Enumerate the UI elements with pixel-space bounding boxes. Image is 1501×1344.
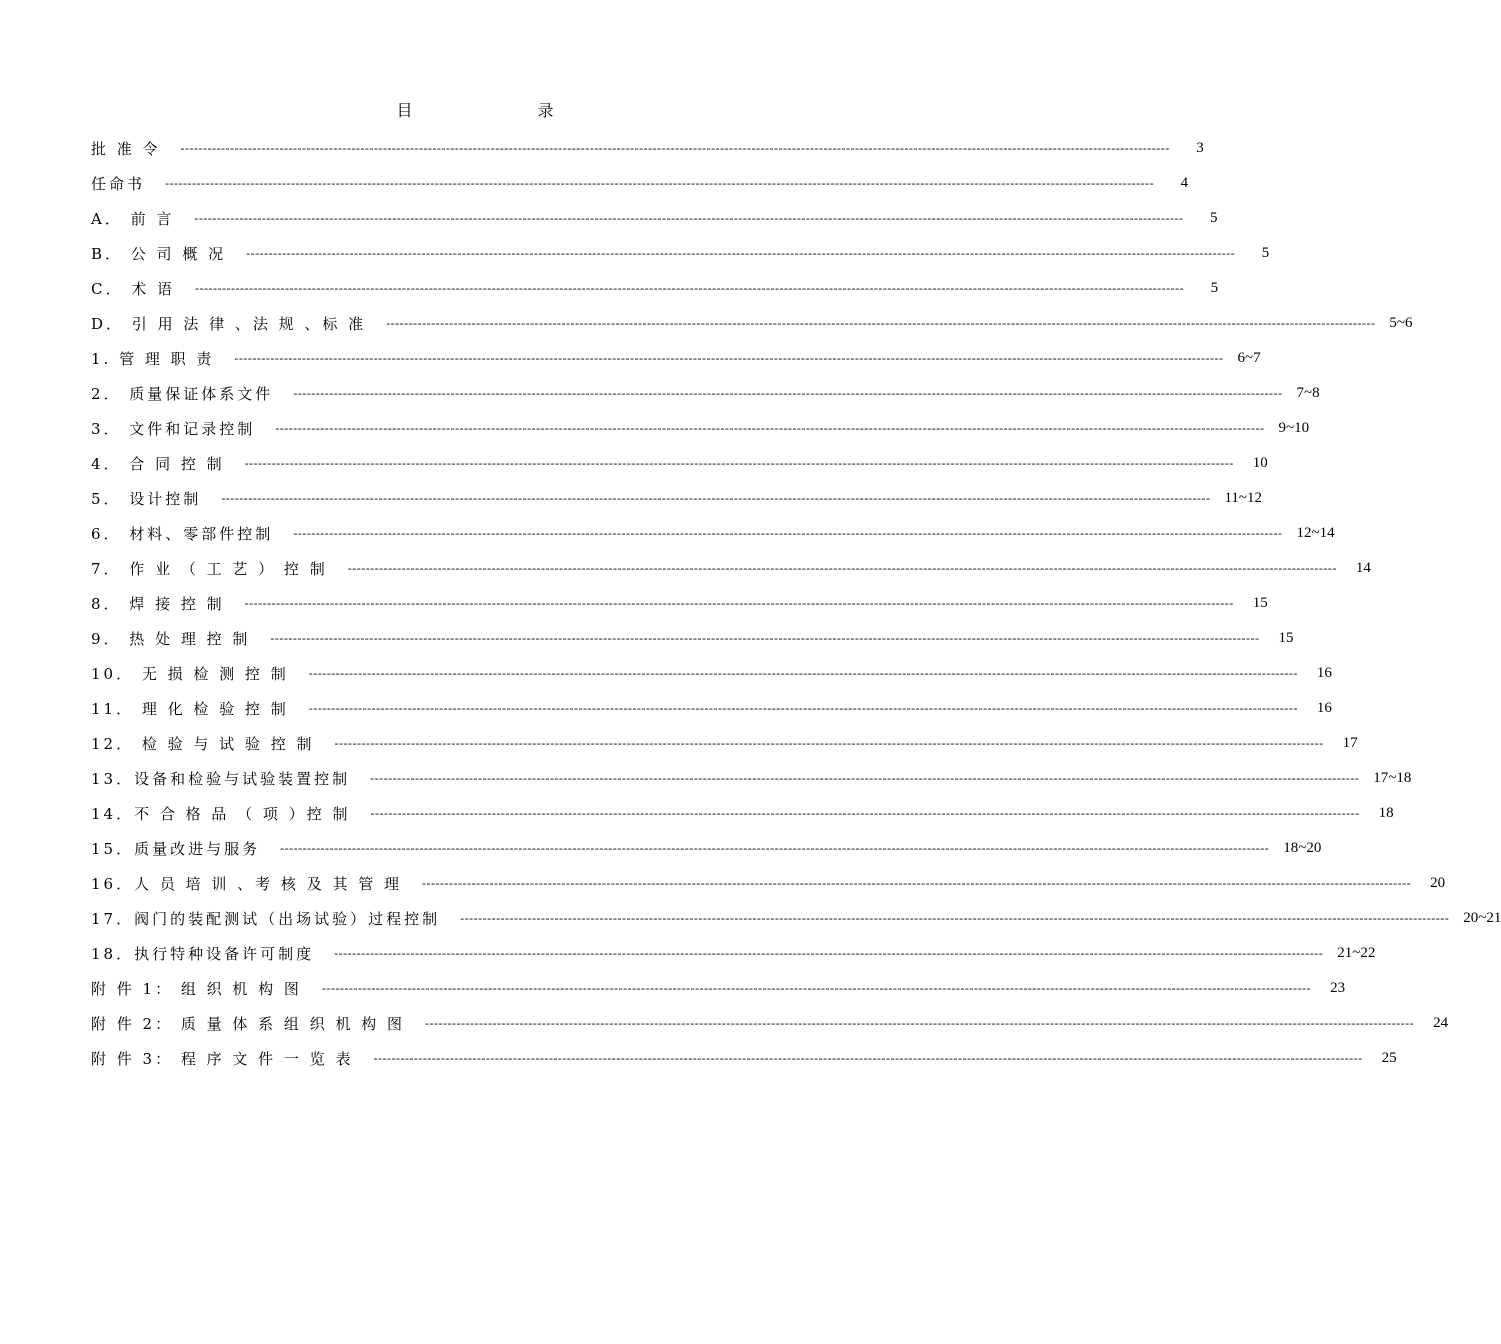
toc-dot-leader: ---------------------------------------------------------------------------------------------------------------------------------------------------------------------------------------------------------------------------- <box>308 666 1298 680</box>
toc-entry-page: 5 <box>1261 245 1270 261</box>
toc-entry[interactable] <box>91 866 1446 901</box>
toc-dot-leader: ---------------------------------------------------------------------------------------------------------------------------------------------------------------------------------------------------------------------------- <box>370 806 1360 820</box>
toc-dot-leader: ---------------------------------------------------------------------------------------------------------------------------------------------------------------------------------------------------------------------------- <box>246 246 1236 260</box>
toc-entry-label: 任命书 <box>91 175 146 193</box>
toc-dot-leader: ---------------------------------------------------------------------------------------------------------------------------------------------------------------------------------------------------------------------------- <box>334 946 1324 960</box>
toc-dot-leader: ---------------------------------------------------------------------------------------------------------------------------------------------------------------------------------------------------------------------------- <box>244 596 1234 610</box>
toc-entry[interactable] <box>91 271 1219 306</box>
toc-entry-label: 7． 作 业 （ 工 艺 ） 控 制 <box>91 560 328 578</box>
toc-entry-label: 5． 设计控制 <box>91 490 202 508</box>
toc-entry[interactable] <box>91 411 1310 446</box>
toc-entry[interactable] <box>91 306 1413 341</box>
toc-entry-page: 10 <box>1252 455 1268 471</box>
toc-entry-label: 6． 材料、零部件控制 <box>91 525 274 543</box>
toc-entry-page: 20 <box>1430 875 1446 891</box>
toc-entry-page: 5~6 <box>1389 315 1413 331</box>
toc-entry-page: 6~7 <box>1237 350 1261 366</box>
toc-entry-page: 18~20 <box>1283 840 1322 856</box>
toc-entry[interactable] <box>91 1041 1397 1076</box>
toc-entry-page: 5 <box>1210 280 1219 296</box>
toc-dot-leader: ---------------------------------------------------------------------------------------------------------------------------------------------------------------------------------------------------------------------------- <box>321 981 1312 995</box>
toc-entry[interactable] <box>91 1006 1449 1041</box>
toc-dot-leader: ---------------------------------------------------------------------------------------------------------------------------------------------------------------------------------------------------------------------------- <box>293 526 1283 540</box>
toc-entry[interactable] <box>91 796 1394 831</box>
toc-entry-label: 12． 检 验 与 试 验 控 制 <box>91 735 315 753</box>
toc-title: 目 录 <box>396 101 614 120</box>
toc-entry-page: 7~8 <box>1296 385 1320 401</box>
toc-entry-label: 11． 理 化 检 验 控 制 <box>91 700 289 718</box>
toc-entry-page: 14 <box>1355 560 1371 576</box>
toc-entry[interactable] <box>91 236 1270 271</box>
toc-entry-label: C． 术 语 <box>91 280 176 298</box>
toc-entry[interactable] <box>91 656 1332 691</box>
toc-entry[interactable] <box>91 551 1371 586</box>
toc-entry[interactable] <box>91 446 1268 481</box>
toc-entry-page: 5 <box>1210 210 1218 226</box>
toc-entry-label: A． 前 言 <box>91 210 175 228</box>
toc-dot-leader: ---------------------------------------------------------------------------------------------------------------------------------------------------------------------------------------------------------------------------- <box>180 141 1170 155</box>
toc-entry-page: 4 <box>1180 175 1189 191</box>
toc-dot-leader: ---------------------------------------------------------------------------------------------------------------------------------------------------------------------------------------------------------------------------- <box>244 456 1234 470</box>
toc-entry-page: 9~10 <box>1278 420 1310 436</box>
toc-entry-page: 20~21 <box>1463 910 1501 926</box>
toc-entry-page: 12~14 <box>1296 525 1335 541</box>
toc-dot-leader: ---------------------------------------------------------------------------------------------------------------------------------------------------------------------------------------------------------------------------- <box>334 736 1324 750</box>
toc-dot-leader: ---------------------------------------------------------------------------------------------------------------------------------------------------------------------------------------------------------------------------- <box>165 176 1155 190</box>
toc-dot-leader: ---------------------------------------------------------------------------------------------------------------------------------------------------------------------------------------------------------------------------- <box>275 421 1265 435</box>
toc-entry-page: 17 <box>1342 735 1358 751</box>
toc-entry[interactable] <box>91 516 1335 551</box>
toc-entry[interactable] <box>91 376 1320 411</box>
toc-entry-label: 3． 文件和记录控制 <box>91 420 256 438</box>
toc-list <box>91 131 1501 1076</box>
toc-entry-label: 17．阀门的装配测试（出场试验）过程控制 <box>91 910 441 928</box>
toc-entry-label: 附 件 1： 组 织 机 构 图 <box>91 980 302 998</box>
toc-entry-label: 18．执行特种设备许可制度 <box>91 945 315 963</box>
toc-dot-leader: ---------------------------------------------------------------------------------------------------------------------------------------------------------------------------------------------------------------------------- <box>195 281 1185 295</box>
toc-entry-page: 15 <box>1252 595 1268 611</box>
toc-entry[interactable] <box>91 586 1268 621</box>
toc-dot-leader: ---------------------------------------------------------------------------------------------------------------------------------------------------------------------------------------------------------------------------- <box>347 561 1337 575</box>
toc-dot-leader: ---------------------------------------------------------------------------------------------------------------------------------------------------------------------------------------------------------------------------- <box>373 1051 1363 1065</box>
toc-entry[interactable] <box>91 131 1204 166</box>
toc-entry-label: 批 准 令 <box>91 140 161 158</box>
toc-dot-leader: ---------------------------------------------------------------------------------------------------------------------------------------------------------------------------------------------------------------------------- <box>370 771 1360 785</box>
toc-entry-label: 附 件 2： 质 量 体 系 组 织 机 构 图 <box>91 1015 405 1033</box>
toc-entry-label: 8． 焊 接 控 制 <box>91 595 225 613</box>
toc-entry-label: B． 公 司 概 况 <box>91 245 227 263</box>
toc-entry[interactable] <box>91 691 1332 726</box>
toc-dot-leader: ---------------------------------------------------------------------------------------------------------------------------------------------------------------------------------------------------------------------------- <box>234 351 1224 365</box>
toc-entry-page: 17~18 <box>1373 770 1412 786</box>
toc-dot-leader: ---------------------------------------------------------------------------------------------------------------------------------------------------------------------------------------------------------------------------- <box>270 631 1260 645</box>
toc-entry-label: 9． 热 处 理 控 制 <box>91 630 251 648</box>
toc-dot-leader: ---------------------------------------------------------------------------------------------------------------------------------------------------------------------------------------------------------------------------- <box>386 316 1376 330</box>
toc-entry[interactable] <box>91 726 1358 761</box>
toc-dot-leader: ---------------------------------------------------------------------------------------------------------------------------------------------------------------------------------------------------------------------------- <box>221 491 1211 505</box>
toc-entry-label: D． 引 用 法 律 、法 规 、标 准 <box>91 315 367 333</box>
toc-entry-page: 11~12 <box>1224 490 1263 506</box>
toc-dot-leader: ---------------------------------------------------------------------------------------------------------------------------------------------------------------------------------------------------------------------------- <box>422 876 1412 890</box>
toc-dot-leader: ---------------------------------------------------------------------------------------------------------------------------------------------------------------------------------------------------------------------------- <box>194 211 1184 225</box>
toc-entry-label: 15．质量改进与服务 <box>91 840 261 858</box>
toc-entry-page: 16 <box>1316 665 1332 681</box>
toc-entry-label: 10． 无 损 检 测 控 制 <box>91 665 289 683</box>
toc-entry-page: 23 <box>1330 980 1346 996</box>
toc-entry-label: 13．设备和检验与试验装置控制 <box>91 770 351 788</box>
toc-entry-label: 附 件 3： 程 序 文 件 一 览 表 <box>91 1050 354 1068</box>
toc-entry[interactable] <box>91 166 1189 201</box>
toc-entry-page: 18 <box>1378 805 1394 821</box>
toc-entry-page: 15 <box>1278 630 1294 646</box>
toc-dot-leader: ---------------------------------------------------------------------------------------------------------------------------------------------------------------------------------------------------------------------------- <box>280 841 1270 855</box>
toc-entry[interactable] <box>91 621 1294 656</box>
toc-dot-leader: ---------------------------------------------------------------------------------------------------------------------------------------------------------------------------------------------------------------------------- <box>308 701 1298 715</box>
toc-entry[interactable] <box>91 761 1412 796</box>
toc-entry-label: 14．不 合 格 品 （ 项 ）控 制 <box>91 805 351 823</box>
toc-entry[interactable] <box>91 831 1322 866</box>
toc-entry-label: 2． 质量保证体系文件 <box>91 385 274 403</box>
toc-entry[interactable] <box>91 901 1501 936</box>
toc-entry-label: 16．人 员 培 训 、考 核 及 其 管 理 <box>91 875 403 893</box>
toc-entry-page: 25 <box>1381 1050 1397 1066</box>
toc-entry[interactable] <box>91 481 1263 516</box>
toc-entry-label: 1. 管 理 职 责 <box>91 350 215 368</box>
toc-dot-leader: ---------------------------------------------------------------------------------------------------------------------------------------------------------------------------------------------------------------------------- <box>293 386 1283 400</box>
toc-entry[interactable] <box>91 971 1346 1006</box>
toc-entry[interactable] <box>91 201 1218 236</box>
toc-entry[interactable] <box>91 936 1376 971</box>
toc-dot-leader: ---------------------------------------------------------------------------------------------------------------------------------------------------------------------------------------------------------------------------- <box>425 1016 1415 1030</box>
toc-entry-page: 16 <box>1316 700 1332 716</box>
toc-entry-page: 21~22 <box>1337 945 1376 961</box>
toc-entry-page: 3 <box>1196 140 1204 156</box>
toc-entry[interactable] <box>91 341 1261 376</box>
toc-dot-leader: ---------------------------------------------------------------------------------------------------------------------------------------------------------------------------------------------------------------------------- <box>460 911 1450 925</box>
toc-entry-page: 24 <box>1433 1015 1449 1031</box>
toc-entry-label: 4． 合 同 控 制 <box>91 455 225 473</box>
